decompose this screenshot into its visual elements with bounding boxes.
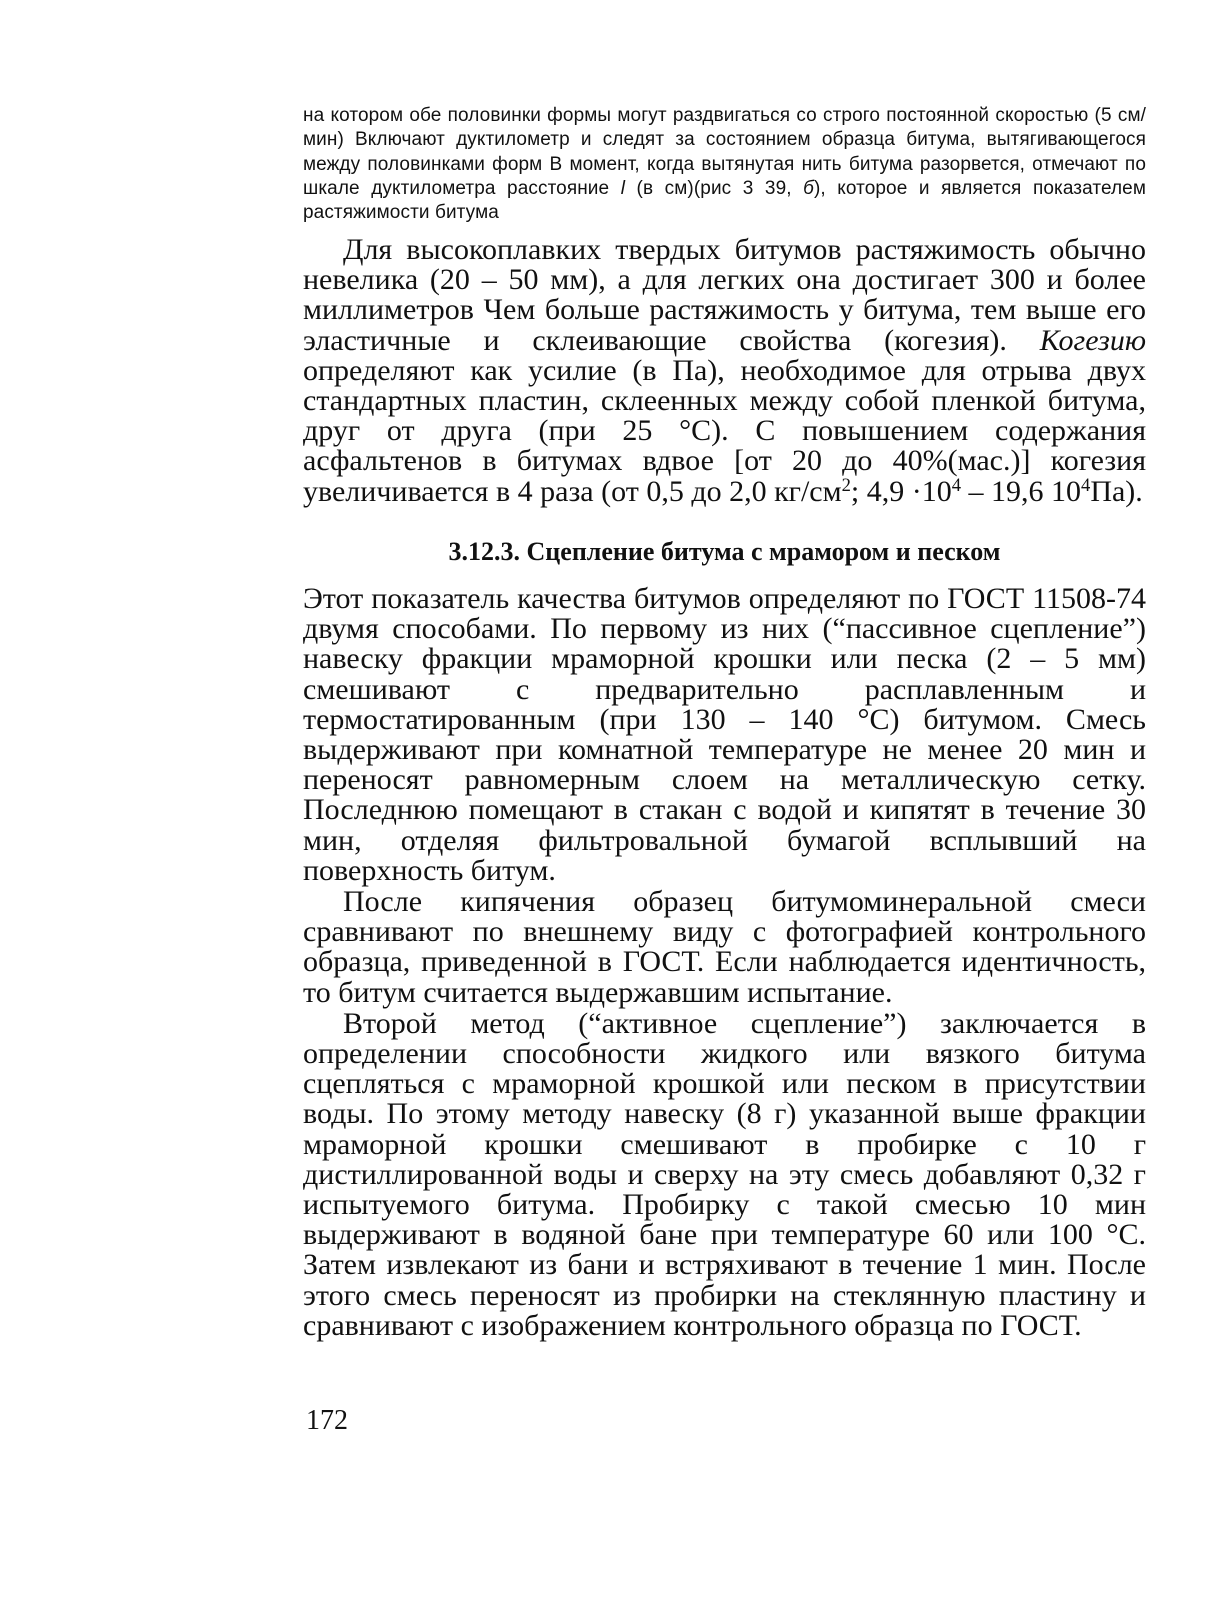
ductility-text-c: ; 4,9 ·10 bbox=[850, 474, 952, 508]
section-body bbox=[303, 584, 1146, 1341]
comparison-paragraph: После кипячения образец битумоминеральной смеси сравнивают по внешнему виду с фотографией контрольного образца, приведенной в ГОСТ. Если наблюдается идентичность, то битум считается выдержавшим испытание. bbox=[303, 885, 1146, 1009]
ductility-text-d: – 19,6 10 bbox=[961, 474, 1082, 508]
superscript-4a: 4 bbox=[951, 474, 962, 496]
small-text-figure-ref-b: ), которое и является показателем растяжимости битума bbox=[303, 177, 1146, 224]
passive-adhesion-paragraph: Этот показатель качества битумов определяют по ГОСТ 11508-74 двумя способами. По первому из них (“пассивное сцепление”) навеску фракции мраморной крошки или песка (2 – 5 мм) смешивают с предварительно расплавленным и термостатированным (при 130 – 140 °С) битумом. Смесь выдерживают при комнатной температуре не менее 20 мин и переносят равномерным слоем на металлическую сетку. Последнюю помещают в стакан с водой и кипятят в течение 30 мин, отделяя фильтровальной бумагой всплывший на поверхность битум. bbox=[303, 582, 1146, 887]
small-text-figure-ref-a: (в см)(рис 3 39, bbox=[625, 177, 804, 199]
length-symbol: l bbox=[620, 177, 626, 199]
cohesion-term: Когезию bbox=[1039, 323, 1146, 357]
ductility-paragraph-block bbox=[303, 235, 1146, 507]
figure-subpart: б bbox=[803, 177, 814, 199]
active-adhesion-paragraph: Второй метод (“активное сцепление”) заключается в определении способности жидкого или вязкого битума сцепляться с мраморной крошкой или песком в присутствии воды. По этому методу навеску (8 г) указанной выше фракции мраморной крошки смешивают в пробирке с 10 г дистиллированной воды и сверху на эту смесь добавляют 0,32 г испытуемого битума. Пробирку с такой смесью 10 мин выдерживают в водяной бане при температуре 60 или 100 °С. Затем извлекают из бани и встряхивают в течение 1 мин. После этого смесь переносят из пробирки на стеклянную пластину и сравнивают с изображением контрольного образца по ГОСТ. bbox=[303, 1006, 1146, 1342]
ductility-text-e: Па). bbox=[1090, 474, 1143, 508]
small-text-body: на котором обе половинки формы могут раздвигаться со строго постоянной скоростью (5 см/мин) Включают дуктилометр и следят за состоянием образца битума, вытягивающегося между половинками форм В момент, когда вытянутая нить битума разорвется, отмечают по шкале дуктилометра расстояние bbox=[303, 105, 1146, 199]
ductility-paragraph bbox=[303, 235, 1146, 507]
method-description-small-text bbox=[303, 104, 1146, 225]
page-number: 172 bbox=[306, 1405, 348, 1436]
ductility-text-b: определяют как усилие (в Па), необходимое для отрыва двух стандартных пластин, склеенных между собой пленкой битума, друг от друга (при 25 °С). С повышением содержания асфальтенов в битумах вдвое [от 20 до 40%(мас.)] когезия увеличивается в 4 раза (от 0,5 до 2,0 кг/см bbox=[303, 353, 1146, 508]
superscript-2: 2 bbox=[841, 474, 851, 496]
section-heading: 3.12.3. Сцепление битума с мрамором и песком bbox=[448, 537, 1001, 566]
ductility-text-a: Для высокоплавких твердых битумов растяжимость обычно невелика (20 – 50 мм), а для легких она достигает 300 и более миллиметров Чем больше растяжимость у битума, тем выше его эластичные и склеивающие свойства (когезия). bbox=[303, 233, 1146, 357]
superscript-4b: 4 bbox=[1081, 474, 1091, 496]
